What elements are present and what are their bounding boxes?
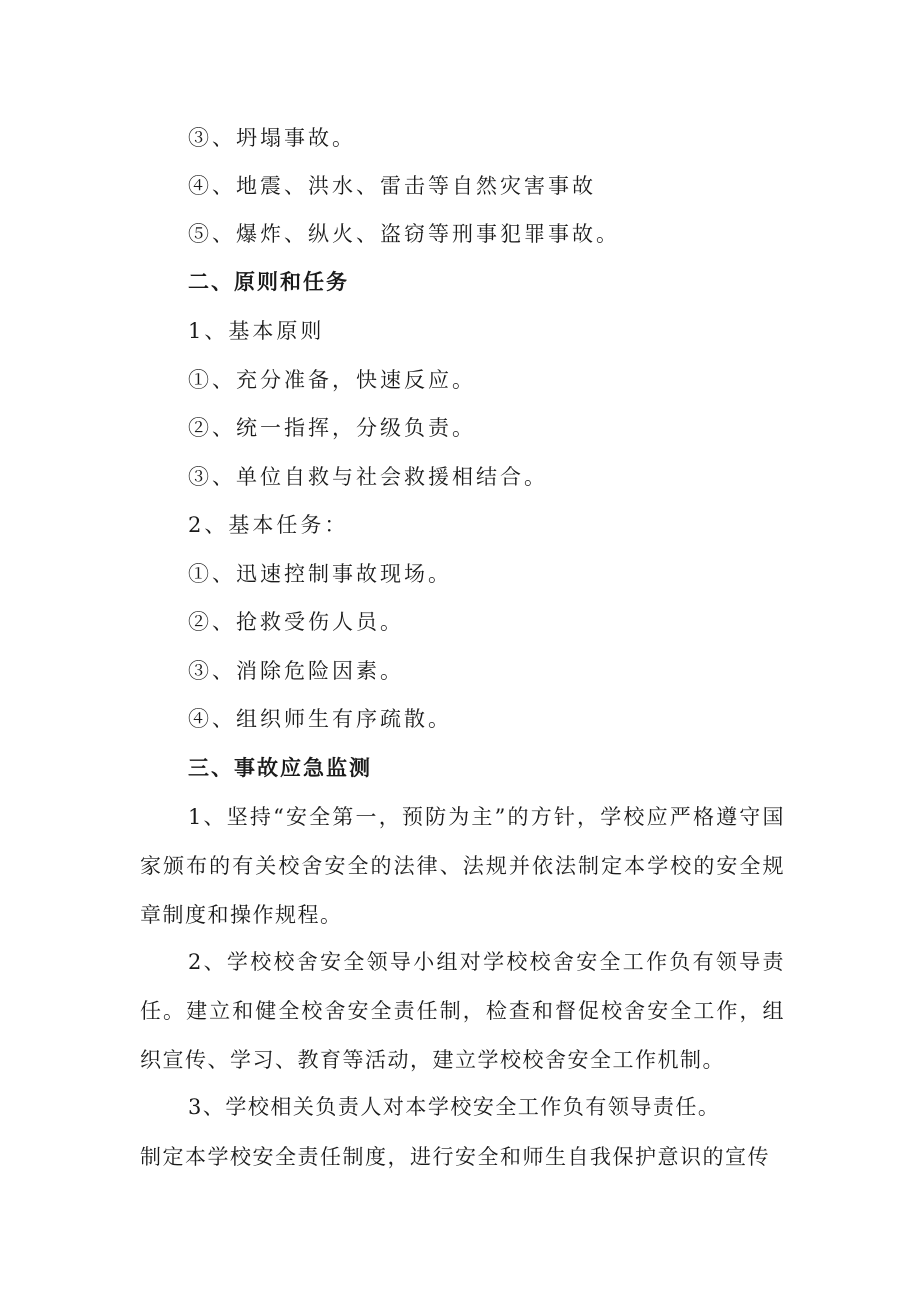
list-item: ①、迅速控制事故现场。 bbox=[188, 562, 452, 586]
list-item: ②、抢救受伤人员。 bbox=[188, 610, 404, 634]
section-heading: 三、事故应急监测 bbox=[188, 756, 372, 780]
body-paragraph: 3、学校相关负责人对本学校安全工作负有领导责任。 bbox=[188, 1095, 721, 1119]
list-item: ③、坍塌事故。 bbox=[188, 126, 356, 150]
list-item: ①、充分准备，快速反应。 bbox=[188, 368, 476, 392]
list-item: ③、消除危险因素。 bbox=[188, 659, 404, 683]
list-item: ④、组织师生有序疏散。 bbox=[188, 707, 452, 731]
list-item: ②、统一指挥，分级负责。 bbox=[188, 416, 476, 440]
subsection-title: 2、基本任务： bbox=[188, 513, 349, 537]
list-item: ⑤、爆炸、纵火、盗窃等刑事犯罪事故。 bbox=[188, 222, 620, 246]
list-item: ③、单位自救与社会救援相结合。 bbox=[188, 465, 548, 489]
list-item: ④、地震、洪水、雷击等自然灾害事故 bbox=[188, 174, 596, 198]
section-heading: 二、原则和任务 bbox=[188, 270, 349, 294]
body-paragraph: 2、学校校舍安全领导小组对学校校舍安全工作负有领导责任。建立和健全校舍安全责任制，检查和督促校舍安全工作，组织宣传、学习、教育等活动，建立学校校舍安全工作机制。 bbox=[140, 950, 785, 1072]
body-paragraph-continuation: 制定本学校安全责任制度，进行安全和师生自我保护意识的宣传 bbox=[140, 1145, 770, 1169]
body-paragraph: 1、坚持“安全第一，预防为主”的方针，学校应严格遵守国家颁布的有关校舍安全的法律、法规并依法制定本学校的安全规章制度和操作规程。 bbox=[140, 805, 785, 927]
subsection-title: 1、基本原则 bbox=[188, 319, 325, 343]
